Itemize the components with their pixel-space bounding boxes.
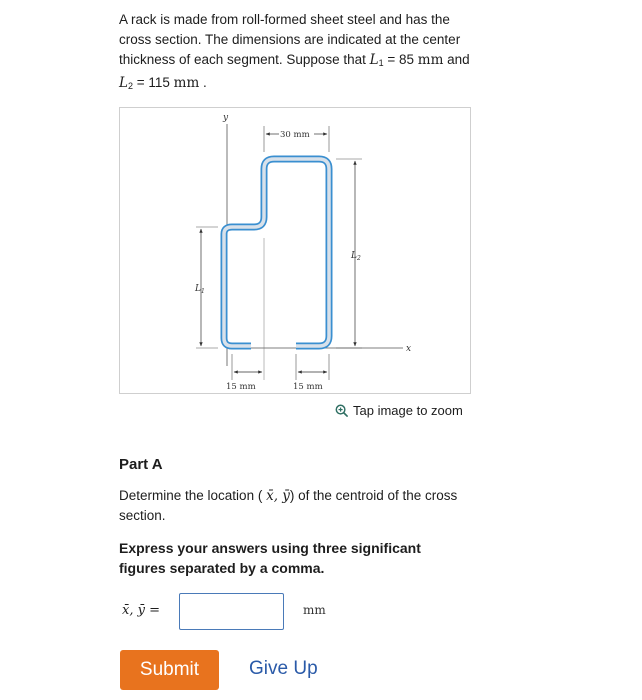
- L1-subscript: 1: [378, 58, 384, 68]
- question-text: Determine the location ( x̄, ȳ) of the centroid of the cross section.: [119, 488, 458, 523]
- problem-line-4: $L_2 = 115$ mm .: [119, 75, 207, 91]
- problem-line-3: thickness of each segment. Suppose that $L_1 = 85$ mm and: [119, 52, 470, 68]
- problem-line-1: A rack is made from roll-formed sheet steel and has the: [119, 12, 450, 27]
- L1-symbol: L: [369, 52, 379, 68]
- L2-symbol: L: [119, 75, 128, 91]
- submit-button[interactable]: Submit: [120, 650, 219, 690]
- part-title: Part A: [119, 456, 163, 473]
- profile-core: [224, 159, 329, 346]
- L1-value: = 85: [383, 52, 418, 67]
- x-axis-label: x: [406, 344, 412, 354]
- answer-unit: mm: [303, 603, 326, 617]
- answer-input[interactable]: [179, 593, 284, 630]
- L1-dimension-label: $L_1$: [195, 284, 205, 295]
- cross-section-figure[interactable]: [119, 107, 471, 394]
- profile-outline: [224, 159, 329, 346]
- bottom-right-dim-label: 15 mm: [293, 382, 323, 392]
- answer-instruction: Express your answers using three significant figures separated by a comma.: [119, 540, 421, 576]
- tap-to-zoom-label: Tap image to zoom: [353, 403, 463, 418]
- problem-line-2: cross section. The dimensions are indicated at the center: [119, 32, 461, 47]
- answer-label: x̄, ȳ =: [122, 603, 160, 618]
- L2-unit: mm: [173, 75, 200, 91]
- tap-to-zoom[interactable]: [335, 403, 463, 418]
- L1-unit: mm: [417, 52, 444, 68]
- cross-section-diagram: [120, 108, 472, 395]
- top-dimension-label: 30 mm: [280, 130, 310, 140]
- y-axis-label: y: [223, 113, 229, 123]
- L2-subscript: 2: [127, 81, 133, 91]
- give-up-link[interactable]: Give Up: [249, 658, 318, 679]
- problem-statement: [119, 10, 509, 96]
- bottom-left-dim-label: 15 mm: [226, 382, 256, 392]
- L2-dimension-label: $L_2$: [351, 251, 361, 262]
- L2-value: = 115: [132, 75, 174, 90]
- centroid-symbol: x̄, ȳ: [266, 488, 290, 504]
- zoom-in-icon: [335, 404, 348, 417]
